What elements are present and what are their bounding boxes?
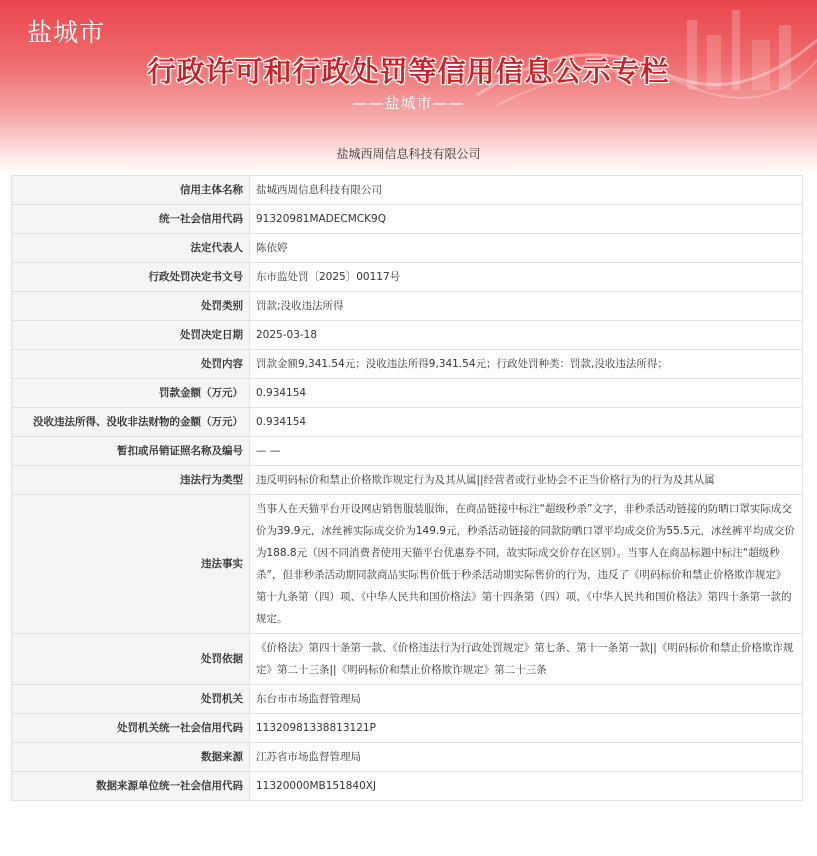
table-row (12, 714, 803, 743)
row-label: 数据来源 (12, 743, 250, 772)
company-heading: 盐城西周信息科技有限公司 (336, 147, 481, 161)
table-row (12, 350, 803, 379)
table-row (12, 292, 803, 321)
row-label: 法定代表人 (12, 234, 250, 263)
table-row (12, 495, 803, 634)
penalty-info-table (11, 175, 803, 801)
table-row (12, 685, 803, 714)
row-value: 罚款;没收违法所得 (250, 292, 803, 321)
row-value: 11320981338813121P (250, 714, 803, 743)
row-label: 处罚内容 (12, 350, 250, 379)
row-label: 暂扣或吊销证照名称及编号 (12, 437, 250, 466)
row-label: 处罚依据 (12, 634, 250, 685)
row-value: 江苏省市场监督管理局 (250, 743, 803, 772)
row-value: 0.934154 (250, 408, 803, 437)
table-row (12, 263, 803, 292)
table-row (12, 437, 803, 466)
row-label: 统一社会信用代码 (12, 205, 250, 234)
row-value: 11320000MB151840XJ (250, 772, 803, 801)
row-value: 罚款金额9,341.54元；没收违法所得9,341.54元；行政处罚种类：罚款,没收违法所得； (250, 350, 803, 379)
table-row (12, 466, 803, 495)
table-row (12, 772, 803, 801)
row-value: 91320981MADECMCK9Q (250, 205, 803, 234)
page-title: 行政许可和行政处罚等信用信息公示专栏 (147, 55, 670, 88)
row-label: 处罚机关统一社会信用代码 (12, 714, 250, 743)
row-value: 2025-03-18 (250, 321, 803, 350)
row-value: 陈依婷 (250, 234, 803, 263)
row-label: 处罚决定日期 (12, 321, 250, 350)
row-label: 行政处罚决定书文号 (12, 263, 250, 292)
header-banner (0, 0, 817, 175)
table-row (12, 234, 803, 263)
row-value: 东台市市场监督管理局 (250, 685, 803, 714)
row-label: 违法行为类型 (12, 466, 250, 495)
row-label: 违法事实 (12, 495, 250, 634)
table-row (12, 176, 803, 205)
table-row (12, 408, 803, 437)
row-label: 信用主体名称 (12, 176, 250, 205)
row-label: 数据来源单位统一社会信用代码 (12, 772, 250, 801)
row-label: 没收违法所得、没收非法财物的金额（万元） (12, 408, 250, 437)
table-row (12, 379, 803, 408)
table-row (12, 634, 803, 685)
city-name: 盐城市 (27, 18, 106, 47)
page-subtitle: ——盐城市—— (352, 94, 465, 112)
row-value: 盐城西周信息科技有限公司 (250, 176, 803, 205)
table-row (12, 743, 803, 772)
row-label: 处罚机关 (12, 685, 250, 714)
row-value: 东市监处罚〔2025〕00117号 (250, 263, 803, 292)
row-value: 违反明码标价和禁止价格欺诈规定行为及其从属||经营者或行业协会不正当价格行为的行为及其从属 (250, 466, 803, 495)
row-value: 当事人在天猫平台开设网店销售服装服饰，在商品链接中标注“超级秒杀”文字，非秒杀活动链接的防晒口罩实际成交价为39.9元，冰丝裤实际成交价为149.9元，秒杀活动链接的同款防晒口罩平均成交价为55.5元，冰丝裤平均成交价为188.8元（因不同消费者使用天猫平台优惠券不同，故实际成交价存在区别）。当事人在商品标题中标注“超级秒杀”，但非秒杀活动期同款商品实际售价低于秒杀活动期实际售价的行为，违反了《明码标价和禁止价格欺诈规定》第十九条第（四）项、《中华人民共和国价格法》第十四条第（四）项、《中华人民共和国价格法》第四十条第一款的规定。 (250, 495, 803, 634)
row-label: 罚款金额（万元） (12, 379, 250, 408)
table-row (12, 205, 803, 234)
table-row (12, 321, 803, 350)
row-value: 0.934154 (250, 379, 803, 408)
row-value: — — (250, 437, 803, 466)
row-value: 《价格法》第四十条第一款、《价格违法行为行政处罚规定》第七条、第十一条第一款||《明码标价和禁止价格欺诈规定》第二十三条||《明码标价和禁止价格欺诈规定》第二十三条 (250, 634, 803, 685)
row-label: 处罚类别 (12, 292, 250, 321)
